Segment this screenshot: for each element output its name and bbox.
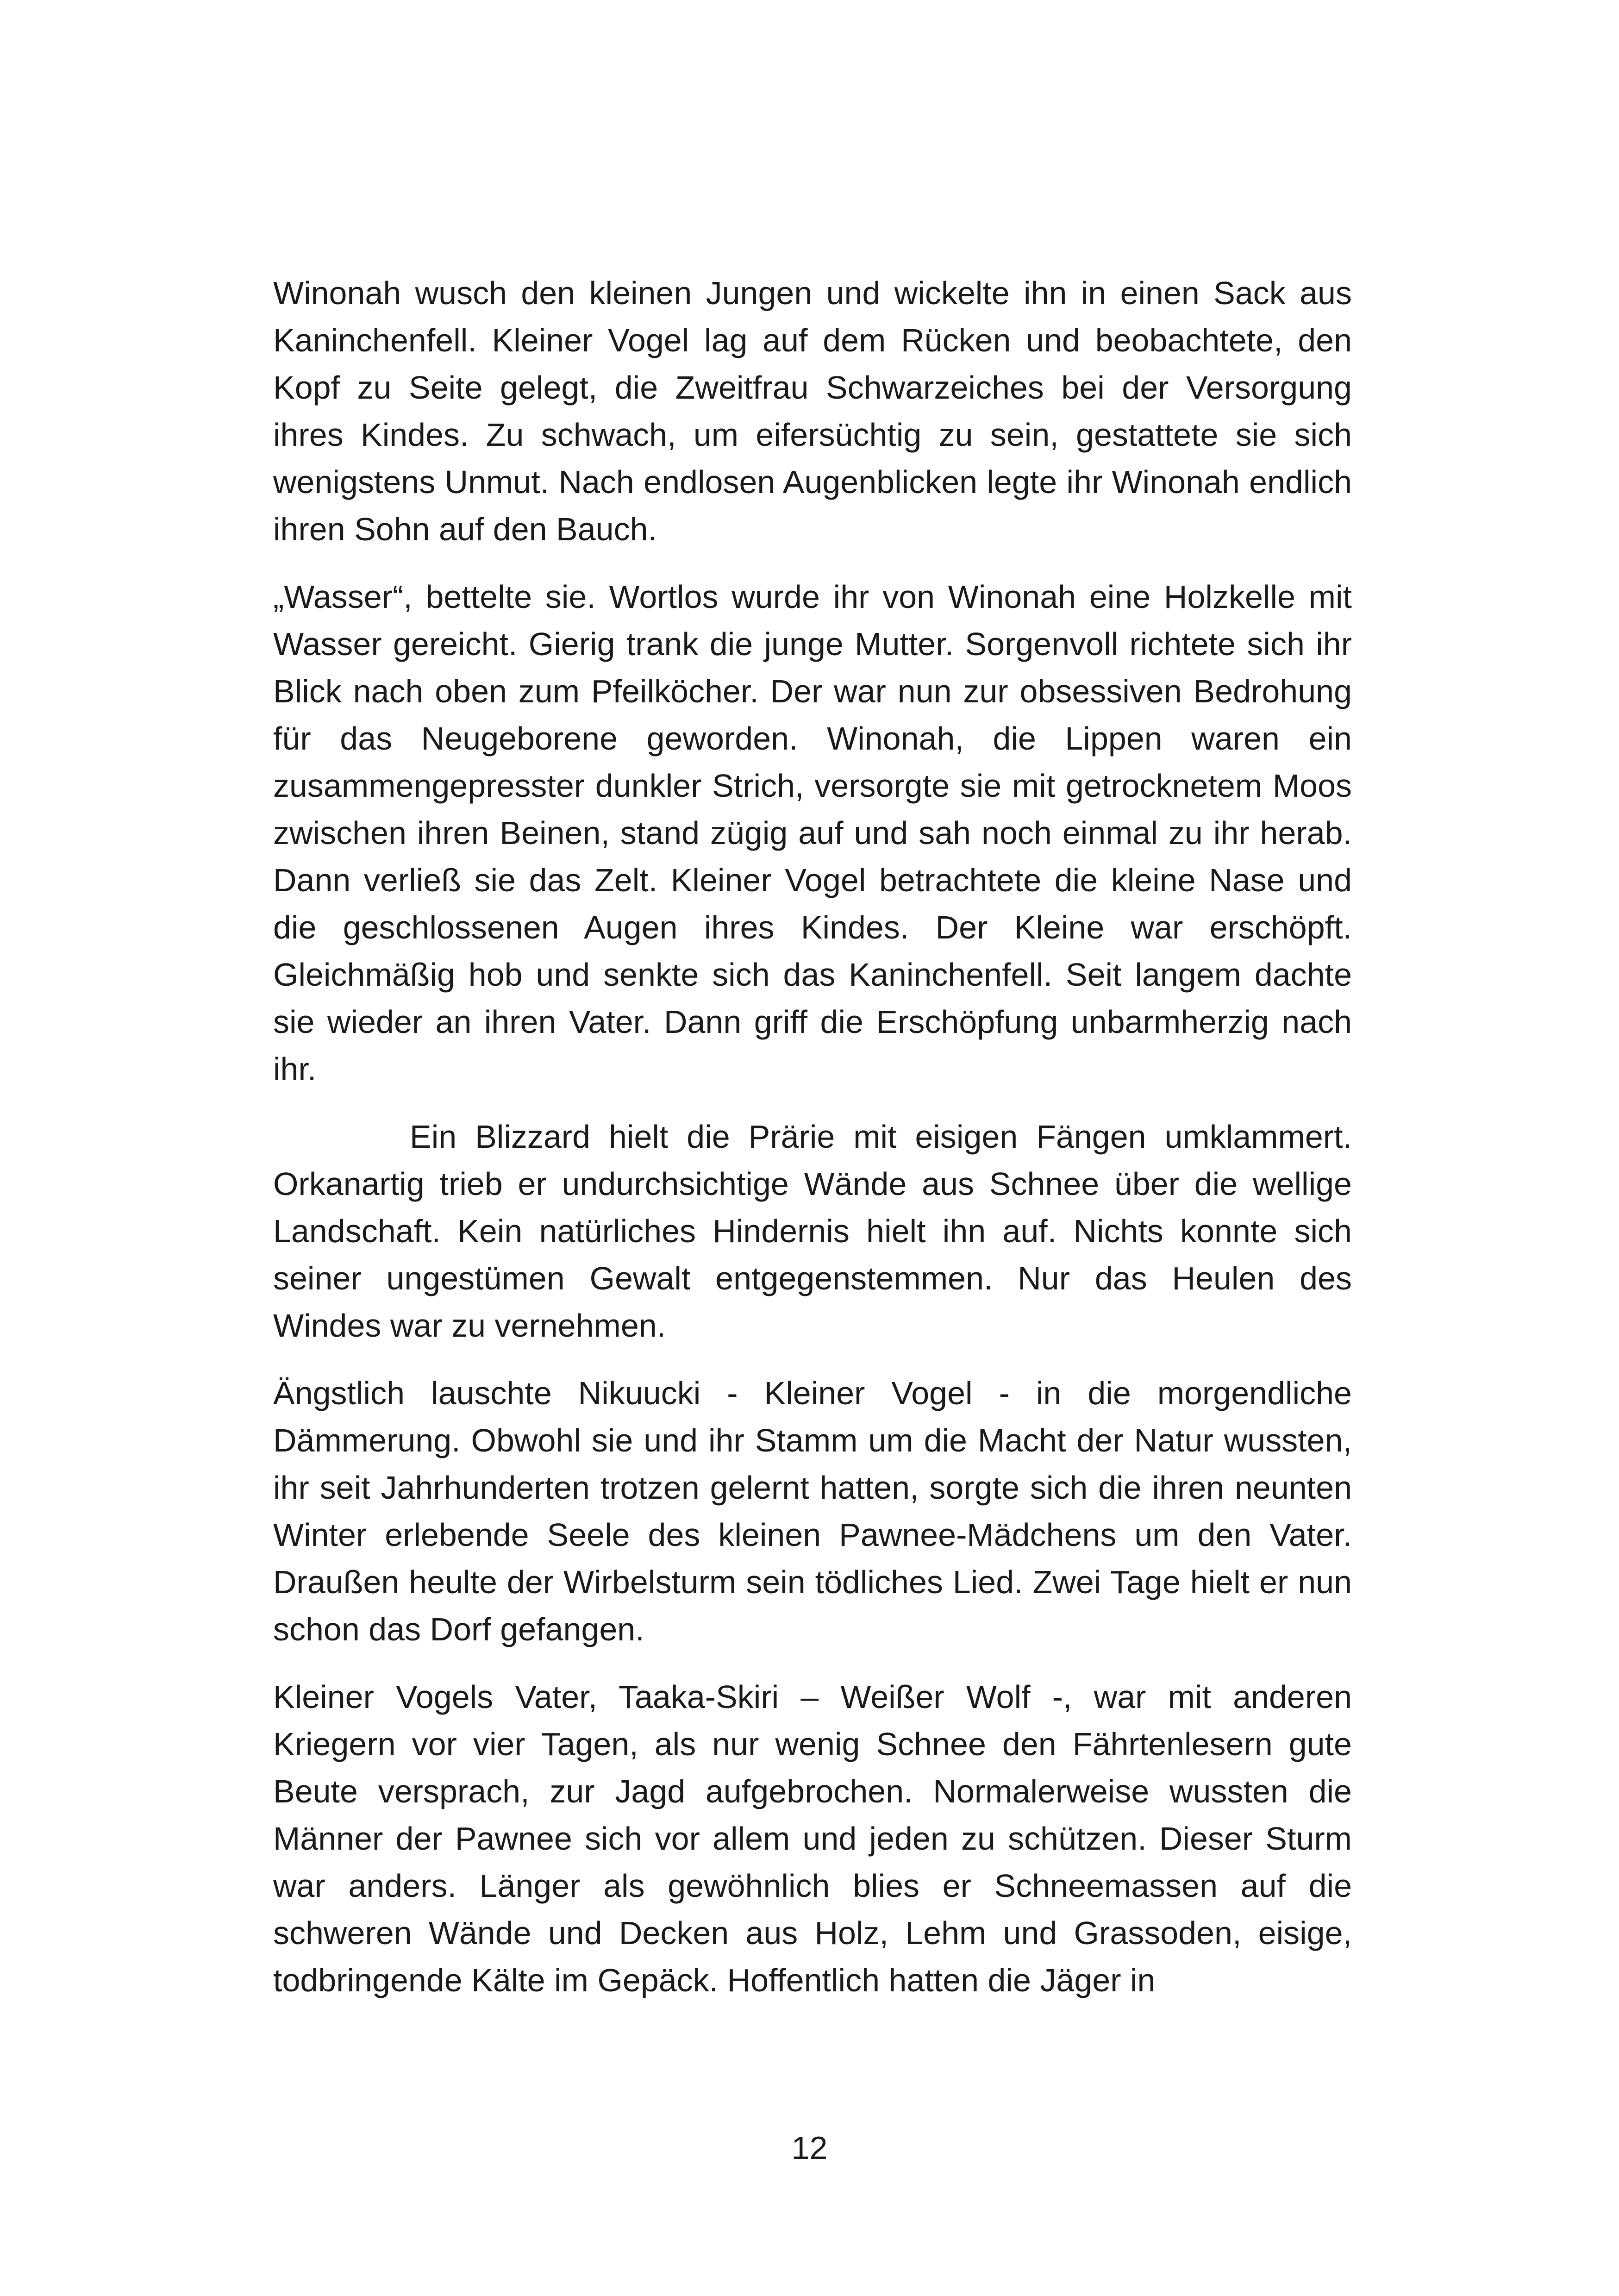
paragraph-2: „Wasser“, bettelte sie. Wortlos wurde ihr von Winonah eine Holzkelle mit Wasser gereicht. Gierig trank die junge Mutter. Sorgenvoll richtete sich ihr Blick nach oben zum Pfeilköcher. Der war nun zur obsessiven Bedrohung für das Neugeborene geworden. Winonah, die Lippen waren ein zusammengepresster dunkler Strich, versorgte sie mit getrocknetem Moos zwischen ihren Beinen, stand zügig auf und sah noch einmal zu ihr herab. Dann verließ sie das Zelt. Kleiner Vogel betrachtete die kleine Nase und die geschlossenen Augen ihres Kindes. Der Kleine war erschöpft. Gleichmäßig hob und senkte sich das Kaninchenfell. Seit langem dachte sie wieder an ihren Vater. Dann griff die Erschöpfung unbarmherzig nach ihr.: [273, 579, 1352, 1087]
paragraph-4: Ängstlich lauschte Nikuucki - Kleiner Vogel - in die morgendliche Dämmerung. Obwohl sie und ihr Stamm um die Macht der Natur wussten, ihr seit Jahrhunderten trotzen gelernt hatten, sorgte sich die ihren neunten Winter erlebende Seele des kleinen Pawnee-Mädchens um den Vater. Draußen heulte der Wirbelsturm sein tödliches Lied. Zwei Tage hielt er nun schon das Dorf gefangen.: [273, 1375, 1352, 1647]
paragraph-5: Kleiner Vogels Vater, Taaka-Skiri – Weißer Wolf -, war mit anderen Kriegern vor vier Tagen, als nur wenig Schnee den Fährtenlesern gute Beute versprach, zur Jagd aufgebrochen. Normalerweise wussten die Männer der Pawnee sich vor allem und jeden zu schützen. Dieser Sturm war anders. Länger als gewöhnlich blies er Schneemassen auf die schweren Wände und Decken aus Holz, Lehm und Grassoden, eisige, todbringende Kälte im Gepäck. Hoffentlich hatten die Jäger in: [273, 1679, 1352, 1998]
paragraph-1: Winonah wusch den kleinen Jungen und wickelte ihn in einen Sack aus Kaninchenfell. Kleiner Vogel lag auf dem Rücken und beobachtete, den Kopf zu Seite gelegt, die Zweitfrau Schwarzeiches bei der Versorgung ihres Kindes. Zu schwach, um eifersüchtig zu sein, gestattete sie sich wenigstens Unmut. Nach endlosen Augenblicken legte ihr Winonah endlich ihren Sohn auf den Bauch.: [273, 275, 1352, 547]
page-number: 12: [791, 2130, 828, 2166]
body-text: [273, 269, 1352, 2024]
paragraph-3: Ein Blizzard hielt die Prärie mit eisigen Fängen umklammert. Orkanartig trieb er undurchsichtige Wände aus Schnee über die wellige Landschaft. Kein natürliches Hindernis hielt ihn auf. Nichts konnte sich seiner ungestümen Gewalt entgegenstemmen. Nur das Heulen des Windes war zu vernehmen.: [273, 1119, 1352, 1344]
